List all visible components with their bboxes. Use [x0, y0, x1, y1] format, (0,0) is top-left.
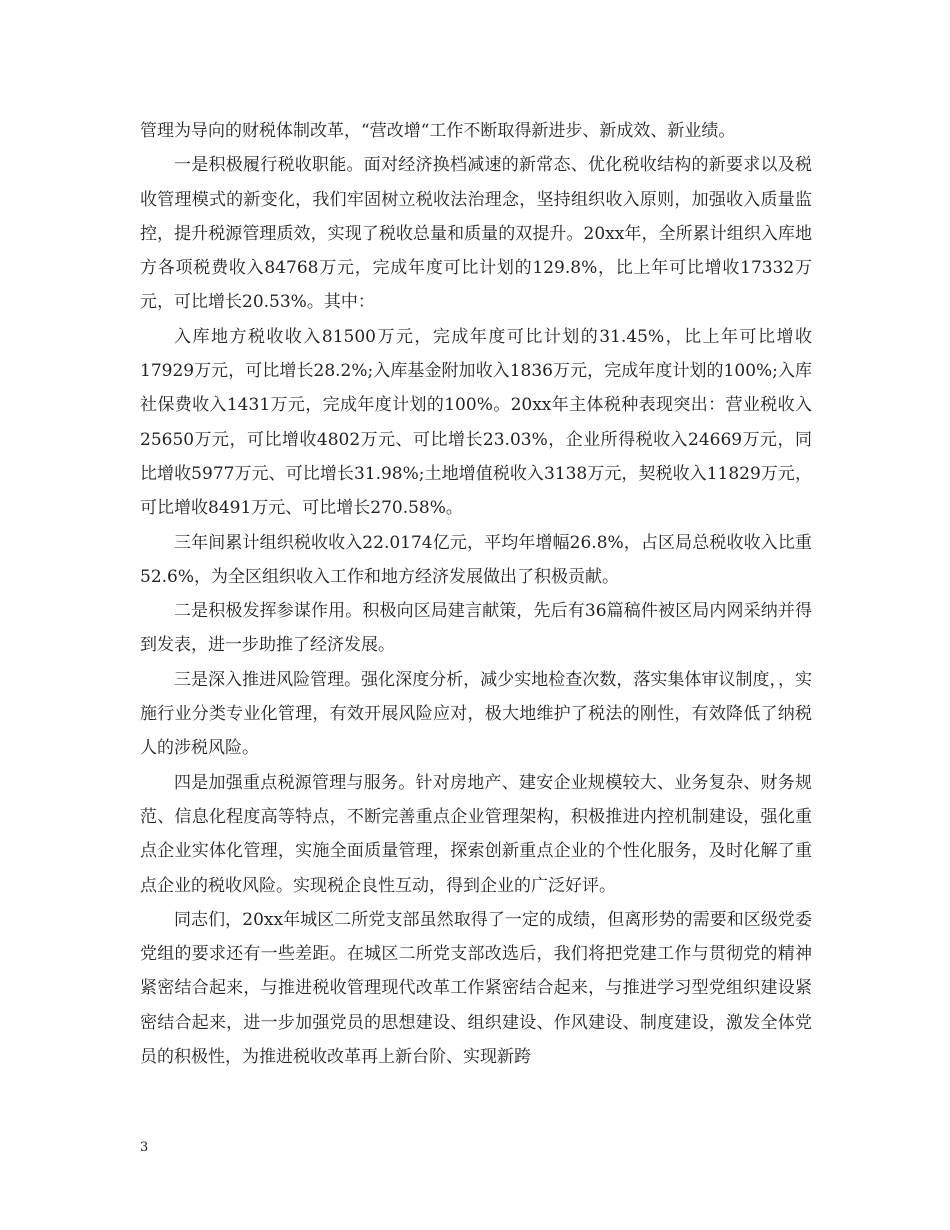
paragraph-tax-function: 一是积极履行税收职能。面对经济换档减速的新常态、优化税收结构的新要求以及税收管理模式的新变化，我们牢固树立税收法治理念，坚持组织收入原则，加强收入质量监控，提升税源管理质效，实现了税收总量和质量的双提升。20xx年，全所累计组织入库地方各项税费收入84768万元，完成年度可比计划的129.8%，比上年可比增收17332万元，可比增长20.53%。其中：	[140, 155, 812, 313]
paragraph-tax-revenue-detail: 入库地方税收收入81500万元，完成年度可比计划的31.45%，比上年可比增收17929万元，可比增长28.2%;入库基金附加收入1836万元，完成年度计划的100%;入库社保费收入1431万元，完成年度计划的100%。20xx年主体税种表现突出：营业税收入25650万元，可比增收4802万元、可比增长23.03%，企业所得税收入24669万元，同比增收5977万元、可比增长31.98%;土地增值税收入3138万元，契税收入11829万元，可比增收8491万元、可比增长270.58%。	[140, 326, 812, 519]
paragraph-advisory-role: 二是积极发挥参谋作用。积极向区局建言献策，先后有36篇稿件被区局内网采纳并得到发表，进一步助推了经济发展。	[140, 601, 812, 656]
paragraph-intro-continuation: 管理为导向的财税体制改革，“营改增“工作不断取得新进步、新成效、新业绩。	[140, 121, 736, 141]
paragraph-closing-remarks: 同志们，20xx年城区二所党支部虽然取得了一定的成绩，但离形势的需要和区级党委党组的要求还有一些差距。在城区二所党支部改选后，我们将把党建工作与贯彻党的精神紧密结合起来，与推进税收管理现代改革工作紧密结合起来，与推进学习型党组织建设紧密结合起来，进一步加强党员的思想建设、组织建设、作风建设、制度建设，激发全体党员的积极性，为推进税收改革再上新台阶、实现新跨	[140, 909, 812, 1068]
body-text	[140, 114, 812, 1074]
paragraph-key-taxpayer-service: 四是加强重点税源管理与服务。针对房地产、建安企业规模较大、业务复杂、财务规范、信息化程度高等特点，不断完善重点企业管理架构，积极推进内控机制建设，强化重点企业实体化管理，实施全面质量管理，探索创新重点企业的个性化服务，及时化解了重点企业的税收风险。实现税企良性互动，得到企业的广泛好评。	[140, 772, 812, 896]
page-number: 3	[140, 1140, 149, 1155]
paragraph-risk-management: 三是深入推进风险管理。强化深度分析，减少实地检查次数，落实集体审议制度，，实施行业分类专业化管理，有效开展风险应对，极大地维护了税法的刚性，有效降低了纳税人的涉税风险。	[140, 669, 812, 759]
paragraph-three-year-summary: 三年间累计组织税收收入22.0174亿元，平均年增幅26.8%，占区局总税收收入比重52.6%，为全区组织收入工作和地方经济发展做出了积极贡献。	[140, 532, 812, 587]
